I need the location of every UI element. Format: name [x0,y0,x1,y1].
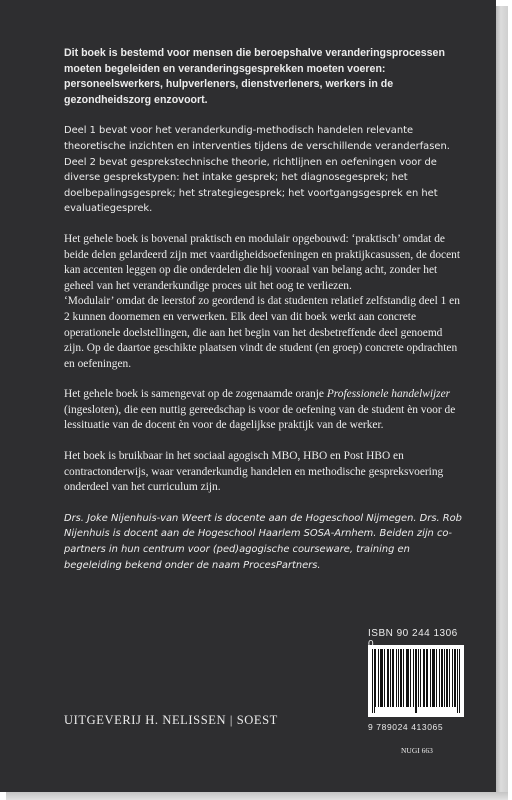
barcode [368,645,464,717]
deel2-paragraph: Deel 2 bevat gesprekstechnische theorie, richtlijnen en oefeningen voor de diverse gesprekstypen: het intake gesprek; het diagnosegesprek; het doelbepalingsgesprek; het strategiegesprek; het voortgangsgesprek en het evaluatiegesprek. [64,156,438,215]
handelwijzer-title: Professionele handelwijzer [326,388,451,401]
handelwijzer-paragraph [64,387,464,434]
publisher: UITGEVERIJ H. NELISSEN | SOEST [64,713,278,727]
nugi-code: NUGI 663 [401,746,433,755]
modulair-paragraph: ‘Modulair’ omdat de leerstof zo geordend is dat studenten relatief zelfstandig deel 1 en 2 kunnen doornemen en verwerken. Elk deel van dit boek werkt aan concrete operationele doelstellingen, die aan het begin van het desbetreffende deel genoemd zijn. Op de daartoe geschikte plaatsen vindt de student (en groep) concrete opdrachten en oefeningen. [64,295,460,370]
book-edge-bottom [6,792,508,800]
deel1-paragraph: Deel 1 bevat voor het veranderkundig-methodisch handelen relevante theoretische inzichten en interventies tijdens de verschillende veranderfasen. [64,125,450,152]
isbn: ISBN 90 244 1306 [368,628,458,639]
barcode-bars [372,649,460,713]
barcode-number: 9 789024 413065 [368,722,444,732]
blurb [64,46,464,573]
handelwijzer-text-before: Het gehele boek is samengevat op de zogenaamde oranje [64,388,327,401]
lead-paragraph: Dit boek is bestemd voor mensen die beroepshalve veranderingsprocessen moeten begeleiden en veranderingsgesprekken moeten voeren: personeelswerkers, hulpverleners, dienstverleners, werkers in de gezondheidszorg enzovoort. [64,47,445,106]
praktisch-paragraph: Het gehele boek is bovenal praktisch en modulair opgebouwd: ‘praktisch’ omdat de beide delen gelardeerd zijn met vaardigheidsoefeningen en praktijkcasussen, de docent kan accenten leggen op die onderdelen die hij vooraal van belang acht, zonder het geheel van het veranderkundige proces uit het oog te verliezen. [64,232,460,292]
book-edge-right [496,6,508,800]
authors-paragraph: Drs. Joke Nijenhuis-van Weert is docente aan de Hogeschool Nijmegen. Drs. Rob Nijenhuis is docent aan de Hogeschool Haarlem SOSA-Arnhem. Beiden zijn co-partners in hun centrum voor (ped)agogische courseware, training en begeleiding bekend onder de naam ProcesPartners. [64,512,462,571]
handelwijzer-text-after: (ingesloten), die een nuttig gereedschap is voor de oefening van de student èn voor de lessituatie van de docent èn voor de dagelijkse praktijk van de werker. [64,403,456,432]
bruikbaar-paragraph: Het boek is bruikbaar in het sociaal agogisch MBO, HBO en Post HBO en contractonderwijs, waar veranderkundig handelen en methodische gespreksvoering onderdeel van het curriculum zijn. [64,450,444,494]
